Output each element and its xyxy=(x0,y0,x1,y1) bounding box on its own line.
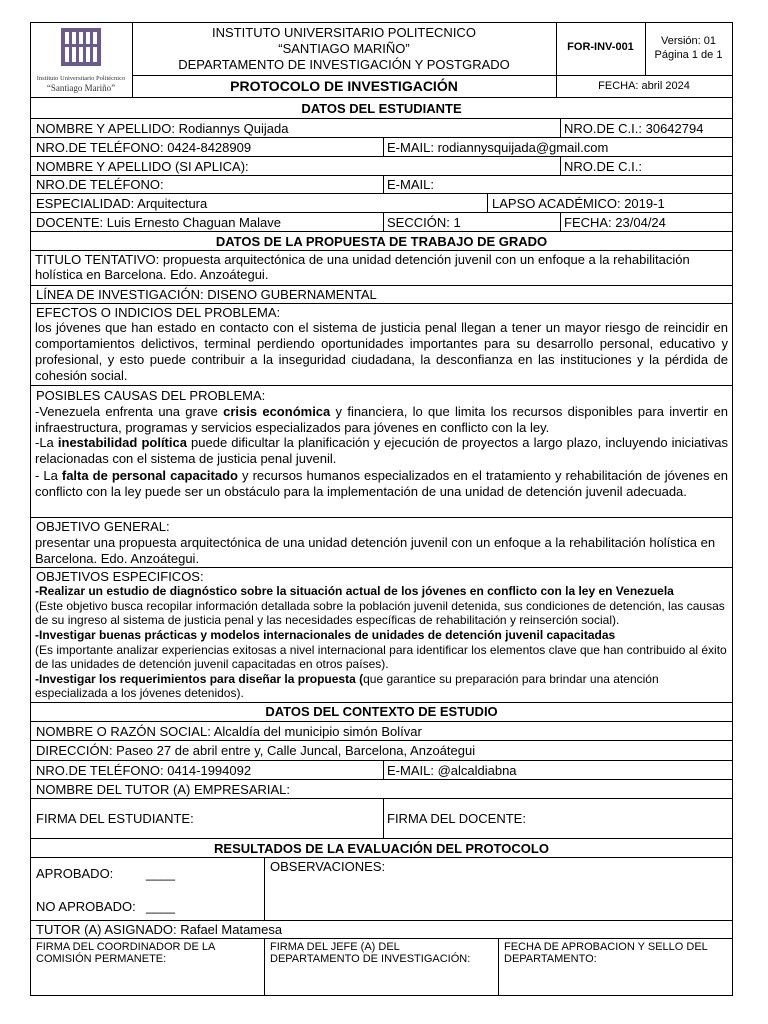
business-tutor: NOMBRE DEL TUTOR (A) EMPRESARIAL: xyxy=(36,782,291,797)
logo-text-2: “Santiago Mariño” xyxy=(46,83,116,93)
research-line: LÍNEA DE INVESTIGACIÓN: DISENO GUBERNAMENTAL xyxy=(36,287,377,302)
document-version: Versión: 01 xyxy=(660,35,717,47)
col-line xyxy=(498,938,499,996)
causes-label: POSIBLES CAUSAS DEL PROBLEMA: xyxy=(36,388,266,403)
row-line xyxy=(30,740,733,741)
specific-objectives-label: OBJETIVOS ESPECIFICOS: xyxy=(36,569,204,584)
context-section-title: DATOS DEL CONTEXTO DE ESTUDIO xyxy=(265,704,498,719)
student2-name: NOMBRE Y APELLIDO (SI APLICA): xyxy=(36,159,249,174)
row-line xyxy=(30,250,733,251)
organization-phone: NRO.DE TELÉFONO: 0414-1994092 xyxy=(36,763,252,778)
department-head-signature: FIRMA DEL JEFE (A) DEL DEPARTAMENTO DE INVESTIGACIÓN: xyxy=(270,941,471,965)
row-line xyxy=(30,231,733,232)
student-date: FECHA: 23/04/24 xyxy=(564,215,666,230)
not-approved-label: NO APROBADO: xyxy=(36,899,136,914)
col-line xyxy=(383,137,384,157)
not-approved-blank: ____ xyxy=(146,899,175,914)
col-line xyxy=(560,156,561,176)
document-date: FECHA: abril 2024 xyxy=(598,80,690,92)
row-line xyxy=(30,385,733,386)
row-line xyxy=(30,920,733,921)
student-email: E-MAIL: rodiannysquijada@gmail.com xyxy=(387,140,609,155)
row-line xyxy=(30,137,733,138)
row-line xyxy=(30,798,733,799)
approval-date-seal: FECHA DE APROBACION Y SELLO DEL DEPARTAMENTO: xyxy=(504,941,708,965)
effects-label: EFECTOS O INDICIOS DEL PROBLEMA: xyxy=(36,305,281,320)
row-line xyxy=(30,193,733,194)
cause-1-text: -Venezuela enfrenta una grave xyxy=(35,404,224,419)
results-section-title: RESULTADOS DE LA EVALUACIÓN DEL PROTOCOLO xyxy=(214,841,549,856)
objective-3-title: -Investigar los requerimientos para diseñar la propuesta ( xyxy=(35,672,364,686)
col-line xyxy=(560,118,561,138)
cause-3-emphasis: falta de personal capacitado xyxy=(61,468,238,483)
col-line xyxy=(560,212,561,232)
assigned-tutor: TUTOR (A) ASIGNADO: Rafael Matamesa xyxy=(36,922,283,937)
header-bottom-line xyxy=(30,97,733,98)
approved-blank: ____ xyxy=(146,866,175,881)
logo-emblem-icon xyxy=(34,26,128,70)
general-objective-text: presentar una propuesta arquitectónica de una unidad detención juvenil con un enfoque a la rehabilitación holística en Barcelona. Edo. Anzoátegui. xyxy=(35,535,716,566)
student2-phone: NRO.DE TELÉFONO: xyxy=(36,177,164,192)
general-objective-label: OBJETIVO GENERAL: xyxy=(36,519,170,534)
effects-text: los jóvenes que han estado en contacto con el sistema de justicia penal llegan a tener un mayor riesgo de reincidir en comportamientos delictivos, terminal perdiendo oportunidades importantes para su desarrollo personal, educativo y profesional, y esto puede contribuir a la inseguridad ciudadana, la desconfianza en las instituciones y la pérdida de cohesión social. xyxy=(35,320,728,383)
approved-label: APROBADO: xyxy=(36,866,114,881)
cause-2-text: -La xyxy=(35,435,58,450)
col-line xyxy=(383,212,384,232)
section-number: SECCIÓN: 1 xyxy=(387,215,461,230)
col-line xyxy=(487,193,488,213)
row-line xyxy=(30,779,733,780)
row-line xyxy=(30,175,733,176)
document-title: PROTOCOLO DE INVESTIGACIÓN xyxy=(230,78,458,94)
row-line xyxy=(30,517,733,518)
organization-email: E-MAIL: @alcaldiabna xyxy=(387,763,517,778)
col-line xyxy=(264,938,265,996)
objective-3 xyxy=(35,672,728,700)
student-phone: NRO.DE TELÉFONO: 0424-8428909 xyxy=(36,140,252,155)
objective-2-text: (Es importante analizar experiencias exitosas a nivel internacional para identificar los elementos clave que han contribuido al éxito de las unidades de detención juvenil capacitadas en otros países). xyxy=(35,643,727,671)
border-bottom xyxy=(30,995,733,996)
objective-1-text: (Este objetivo busca recopilar información detallada sobre la población juvenil detenida, sus condiciones de detención, las causas de su ingreso al sistema de justicia penal y las necesidades específicas de rehabilitación y reinserción social). xyxy=(35,599,725,627)
student-ci: NRO.DE C.I.: 30642794 xyxy=(564,121,704,136)
row-line xyxy=(30,156,733,157)
row-line xyxy=(30,760,733,761)
proposal-section-title: DATOS DE LA PROPUESTA DE TRABAJO DE GRADO xyxy=(215,234,548,249)
row-line xyxy=(30,285,733,286)
student-section-title: DATOS DEL ESTUDIANTE xyxy=(301,101,462,116)
col-line xyxy=(383,798,384,839)
objective-3-text: que garantice su preparación para brindar una atención especializada a los jóvenes detenidos). xyxy=(35,672,659,700)
teacher-signature: FIRMA DEL DOCENTE: xyxy=(387,811,526,826)
student2-email: E-MAIL: xyxy=(387,177,434,192)
row-line xyxy=(30,838,733,839)
tentative-title: TITULO TENTATIVO: propuesta arquitectónica de una unidad detención juvenil con un enfoque a la rehabilitación holística en Barcelona. Edo. Anzoátegui. xyxy=(35,252,690,282)
border-top xyxy=(30,22,733,23)
specialty: ESPECIALIDAD: Arquitectura xyxy=(36,196,208,211)
objective-1-title: -Realizar un estudio de diagnóstico sobre la situación actual de los jóvenes en conflicto con la ley en Venezuela xyxy=(35,584,674,598)
cause-2 xyxy=(35,435,728,467)
col-line xyxy=(383,760,384,780)
logo-text-1: Instituto Universitario Politécnico xyxy=(36,75,126,82)
row-line xyxy=(30,938,733,939)
header-mid-line xyxy=(132,75,733,76)
cause-3-text: - La xyxy=(35,468,62,483)
document-code: FOR-INV-001 xyxy=(567,41,634,53)
student-name: NOMBRE Y APELLIDO: Rodiannys Quijada xyxy=(36,121,289,136)
cause-1-emphasis: crisis económica xyxy=(223,404,331,419)
col-line xyxy=(264,857,265,921)
cause-3-rest: y recursos humanos especializados en el tratamiento y rehabilitación de jóvenes en conflicto con la ley puede ser un obstáculo para la implementación de una unidad de detención juvenil adecuada. xyxy=(35,468,729,499)
row-line xyxy=(30,303,733,304)
academic-period: LAPSO ACADÉMICO: 2019-1 xyxy=(492,196,665,211)
organization-name: NOMBRE O RAZÓN SOCIAL: Alcaldía del municipio simón Bolívar xyxy=(36,724,422,739)
teacher: DOCENTE: Luis Ernesto Chaguan Malave xyxy=(36,215,281,230)
cause-3 xyxy=(35,468,728,500)
coordinator-signature: FIRMA DEL COORDINADOR DE LA COMISIÓN PERMANETE: xyxy=(36,941,215,965)
row-line xyxy=(30,857,733,858)
objective-2-title: -Investigar buenas prácticas y modelos internacionales de unidades de detención juvenil capacitadas xyxy=(35,628,616,642)
observations-label: OBSERVACIONES: xyxy=(270,859,386,874)
organization-address: DIRECCIÓN: Paseo 27 de abril entre y, Calle Juncal, Barcelona, Anzoátegui xyxy=(36,743,476,758)
row-line xyxy=(30,212,733,213)
cause-1-rest: y financiera, lo que limita los recursos disponibles para invertir en infraestructura, programas y servicios especializados para jóvenes en conflicto con la ley. xyxy=(35,404,728,435)
institute-logo xyxy=(34,26,128,94)
row-line xyxy=(30,567,733,568)
student2-ci: NRO.DE C.I.: xyxy=(564,159,643,174)
row-line xyxy=(30,721,733,722)
institute-subname: “SANTIAGO MARIÑO” xyxy=(278,41,410,56)
row-line xyxy=(30,702,733,703)
document-page: Página 1 de 1 xyxy=(654,49,723,61)
cause-2-rest: puede dificultar la planificación y ejecución de proyectos a largo plazo, incluyendo iniciativas relacionadas con el sistema de justicia penal juvenil. xyxy=(35,435,728,466)
col-line xyxy=(383,175,384,194)
institute-name: INSTITUTO UNIVERSITARIO POLITECNICO xyxy=(212,25,476,40)
row-line xyxy=(30,118,733,119)
student-signature: FIRMA DEL ESTUDIANTE: xyxy=(36,811,194,826)
department-name: DEPARTAMENTO DE INVESTIGACIÓN Y POSTGRADO xyxy=(178,57,510,72)
cause-1 xyxy=(35,404,728,436)
cause-2-emphasis: inestabilidad política xyxy=(57,435,187,450)
